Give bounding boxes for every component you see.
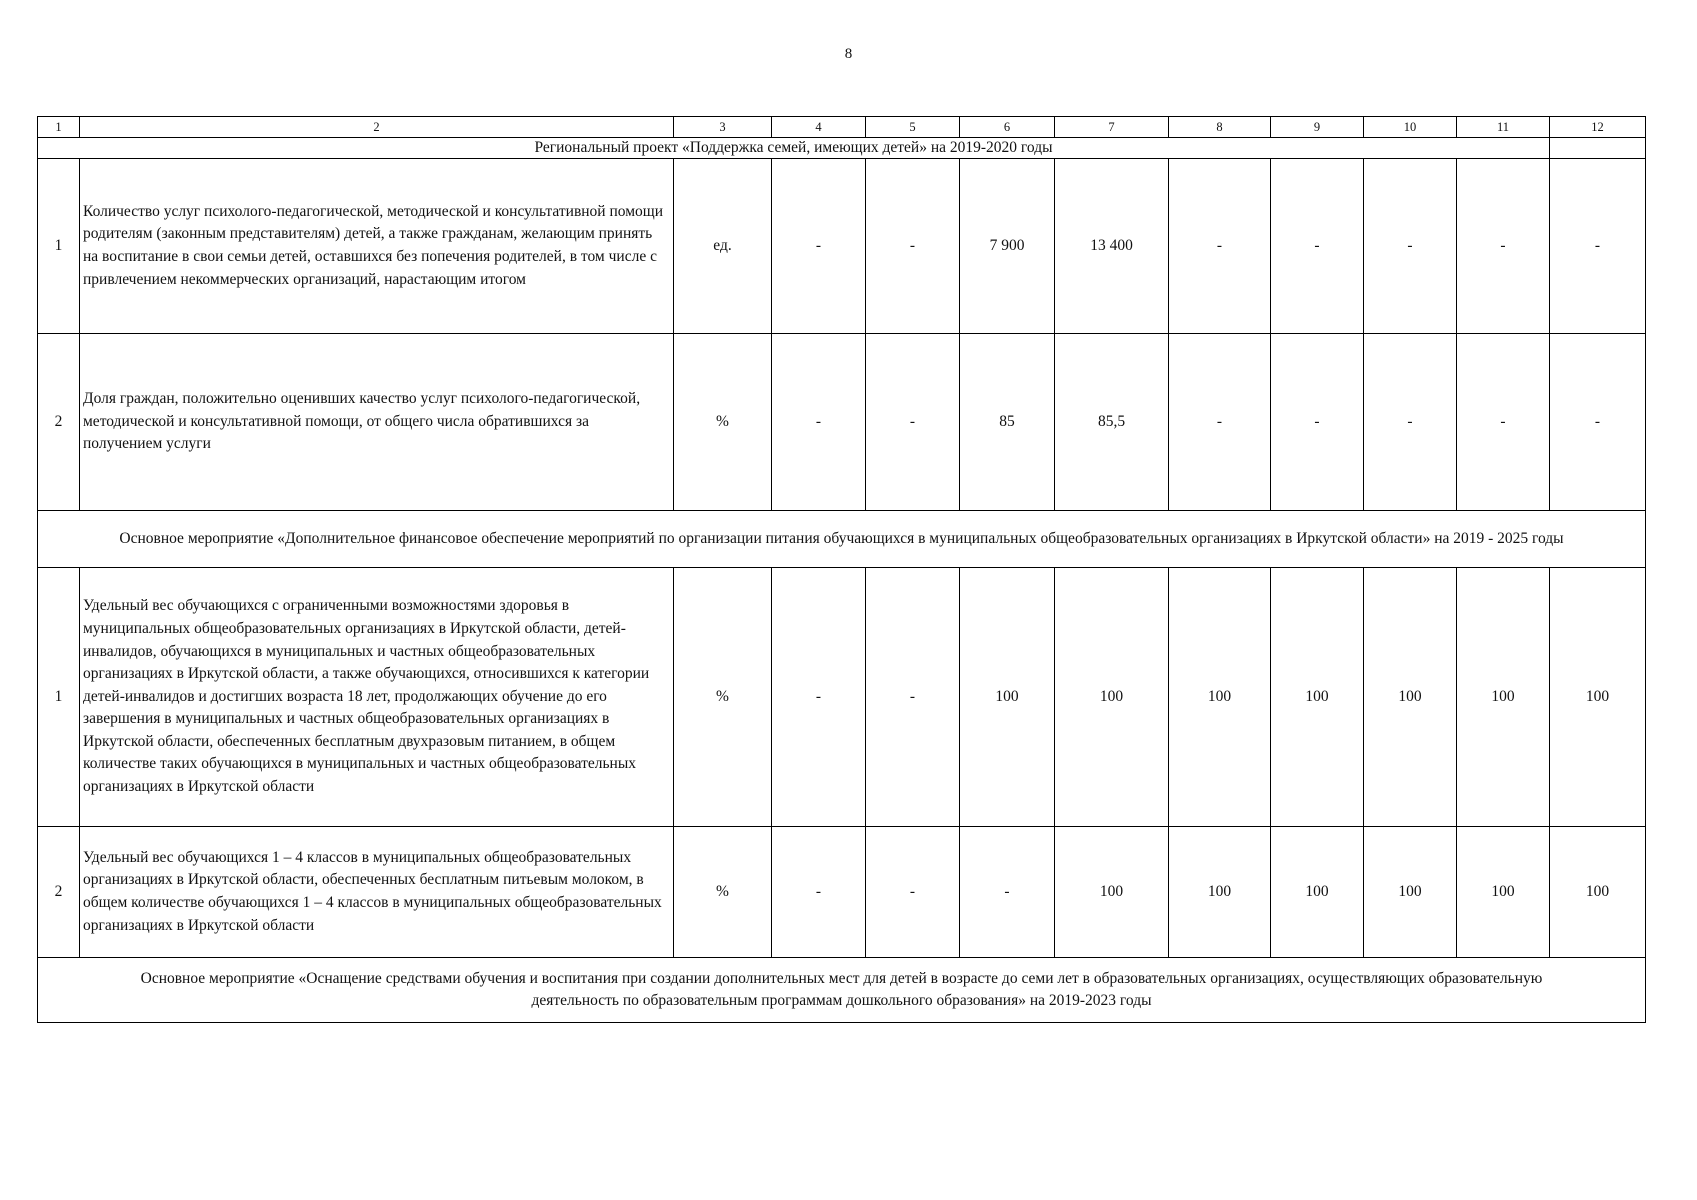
column-number: 5: [866, 117, 960, 138]
value-cell: 13 400: [1055, 159, 1169, 334]
value-cell: -: [772, 568, 866, 827]
indicator-name: Удельный вес обучающихся 1 – 4 классов в муниципальных общеобразовательных организациях в Иркутской области, обеспеченных бесплатным питьевым молоком, в общем количестве обучающихся 1 – 4 классов в муниципальных общеобразовательных организациях в Иркутской области: [80, 827, 674, 958]
value-cell: 100: [1271, 827, 1364, 958]
value-cell: 85: [960, 334, 1055, 511]
section-header-row: [38, 958, 1646, 1023]
page-number: 8: [844, 46, 853, 62]
row-number: 2: [38, 334, 80, 511]
section-header-row: [38, 511, 1646, 568]
table-row: [38, 159, 1646, 334]
column-number: 1: [38, 117, 80, 138]
column-number: 10: [1364, 117, 1457, 138]
column-number: 4: [772, 117, 866, 138]
value-cell: -: [866, 334, 960, 511]
value-cell: -: [1271, 334, 1364, 511]
value-cell: 7 900: [960, 159, 1055, 334]
column-number: 6: [960, 117, 1055, 138]
section-title: Основное мероприятие «Дополнительное финансовое обеспечение мероприятий по организации питания обучающихся в муниципальных общеобразовательных организациях в Иркутской области» на 2019 - 2025 годы: [38, 511, 1646, 568]
value-cell: -: [1550, 159, 1646, 334]
value-cell: -: [866, 159, 960, 334]
value-cell: 85,5: [1055, 334, 1169, 511]
value-cell: 100: [1364, 827, 1457, 958]
indicators-table: [37, 116, 1646, 1023]
value-cell: 100: [1364, 568, 1457, 827]
row-number: 1: [38, 159, 80, 334]
value-cell: 100: [1271, 568, 1364, 827]
column-number: 8: [1169, 117, 1271, 138]
unit-cell: %: [674, 334, 772, 511]
row-number: 1: [38, 568, 80, 827]
value-cell: -: [960, 827, 1055, 958]
value-cell: -: [1169, 334, 1271, 511]
indicator-name: Количество услуг психолого-педагогической, методической и консультативной помощи родителям (законным представителям) детей, а также гражданам, желающим принять на воспитание в свои семьи детей, оставшихся без попечения родителей, в том числе с привлечением некоммерческих организаций, нарастающим итогом: [80, 159, 674, 334]
unit-cell: %: [674, 827, 772, 958]
indicator-name: Удельный вес обучающихся с ограниченными возможностями здоровья в муниципальных общеобразовательных организациях в Иркутской области, детей-инвалидов, обучающихся в муниципальных и частных общеобразовательных организациях в Иркутской области, а также обучающихся, относившихся к категории детей-инвалидов и достигших возраста 18 лет, продолжающих обучение до его завершения в муниципальных и частных общеобразовательных организациях в Иркутской области, обеспеченных бесплатным двухразовым питанием, в общем количестве таких обучающихся в муниципальных и частных общеобразовательных организациях в Иркутской области: [80, 568, 674, 827]
value-cell: 100: [960, 568, 1055, 827]
column-number: 11: [1457, 117, 1550, 138]
column-number: 12: [1550, 117, 1646, 138]
value-cell: 100: [1055, 568, 1169, 827]
empty-cell: [1550, 138, 1646, 159]
indicator-name: Доля граждан, положительно оценивших качество услуг психолого-педагогической, методической и консультативной помощи, от общего числа обратившихся за получением услуги: [80, 334, 674, 511]
table-row: [38, 827, 1646, 958]
value-cell: -: [1169, 159, 1271, 334]
value-cell: -: [1364, 334, 1457, 511]
value-cell: -: [866, 568, 960, 827]
value-cell: 100: [1055, 827, 1169, 958]
column-number: 7: [1055, 117, 1169, 138]
table-row: [38, 568, 1646, 827]
value-cell: -: [772, 827, 866, 958]
unit-cell: %: [674, 568, 772, 827]
value-cell: 100: [1550, 568, 1646, 827]
value-cell: 100: [1169, 568, 1271, 827]
row-number: 2: [38, 827, 80, 958]
value-cell: 100: [1169, 827, 1271, 958]
value-cell: -: [866, 827, 960, 958]
unit-cell: ед.: [674, 159, 772, 334]
value-cell: 100: [1457, 827, 1550, 958]
value-cell: -: [1457, 159, 1550, 334]
section-title: Региональный проект «Поддержка семей, имеющих детей» на 2019-2020 годы: [38, 138, 1550, 159]
column-number-row: [38, 117, 1646, 138]
section-header-row: [38, 138, 1646, 159]
value-cell: -: [1457, 334, 1550, 511]
value-cell: 100: [1550, 827, 1646, 958]
value-cell: -: [772, 159, 866, 334]
table-row: [38, 334, 1646, 511]
value-cell: -: [772, 334, 866, 511]
value-cell: -: [1271, 159, 1364, 334]
value-cell: -: [1364, 159, 1457, 334]
value-cell: 100: [1457, 568, 1550, 827]
column-number: 3: [674, 117, 772, 138]
value-cell: -: [1550, 334, 1646, 511]
section-title: Основное мероприятие «Оснащение средствами обучения и воспитания при создании дополнительных мест для детей в возрасте до семи лет в образовательных организациях, осуществляющих образовательную деятельность по образовательным программам дошкольного образования» на 2019-2023 годы: [38, 958, 1646, 1023]
column-number: 2: [80, 117, 674, 138]
column-number: 9: [1271, 117, 1364, 138]
